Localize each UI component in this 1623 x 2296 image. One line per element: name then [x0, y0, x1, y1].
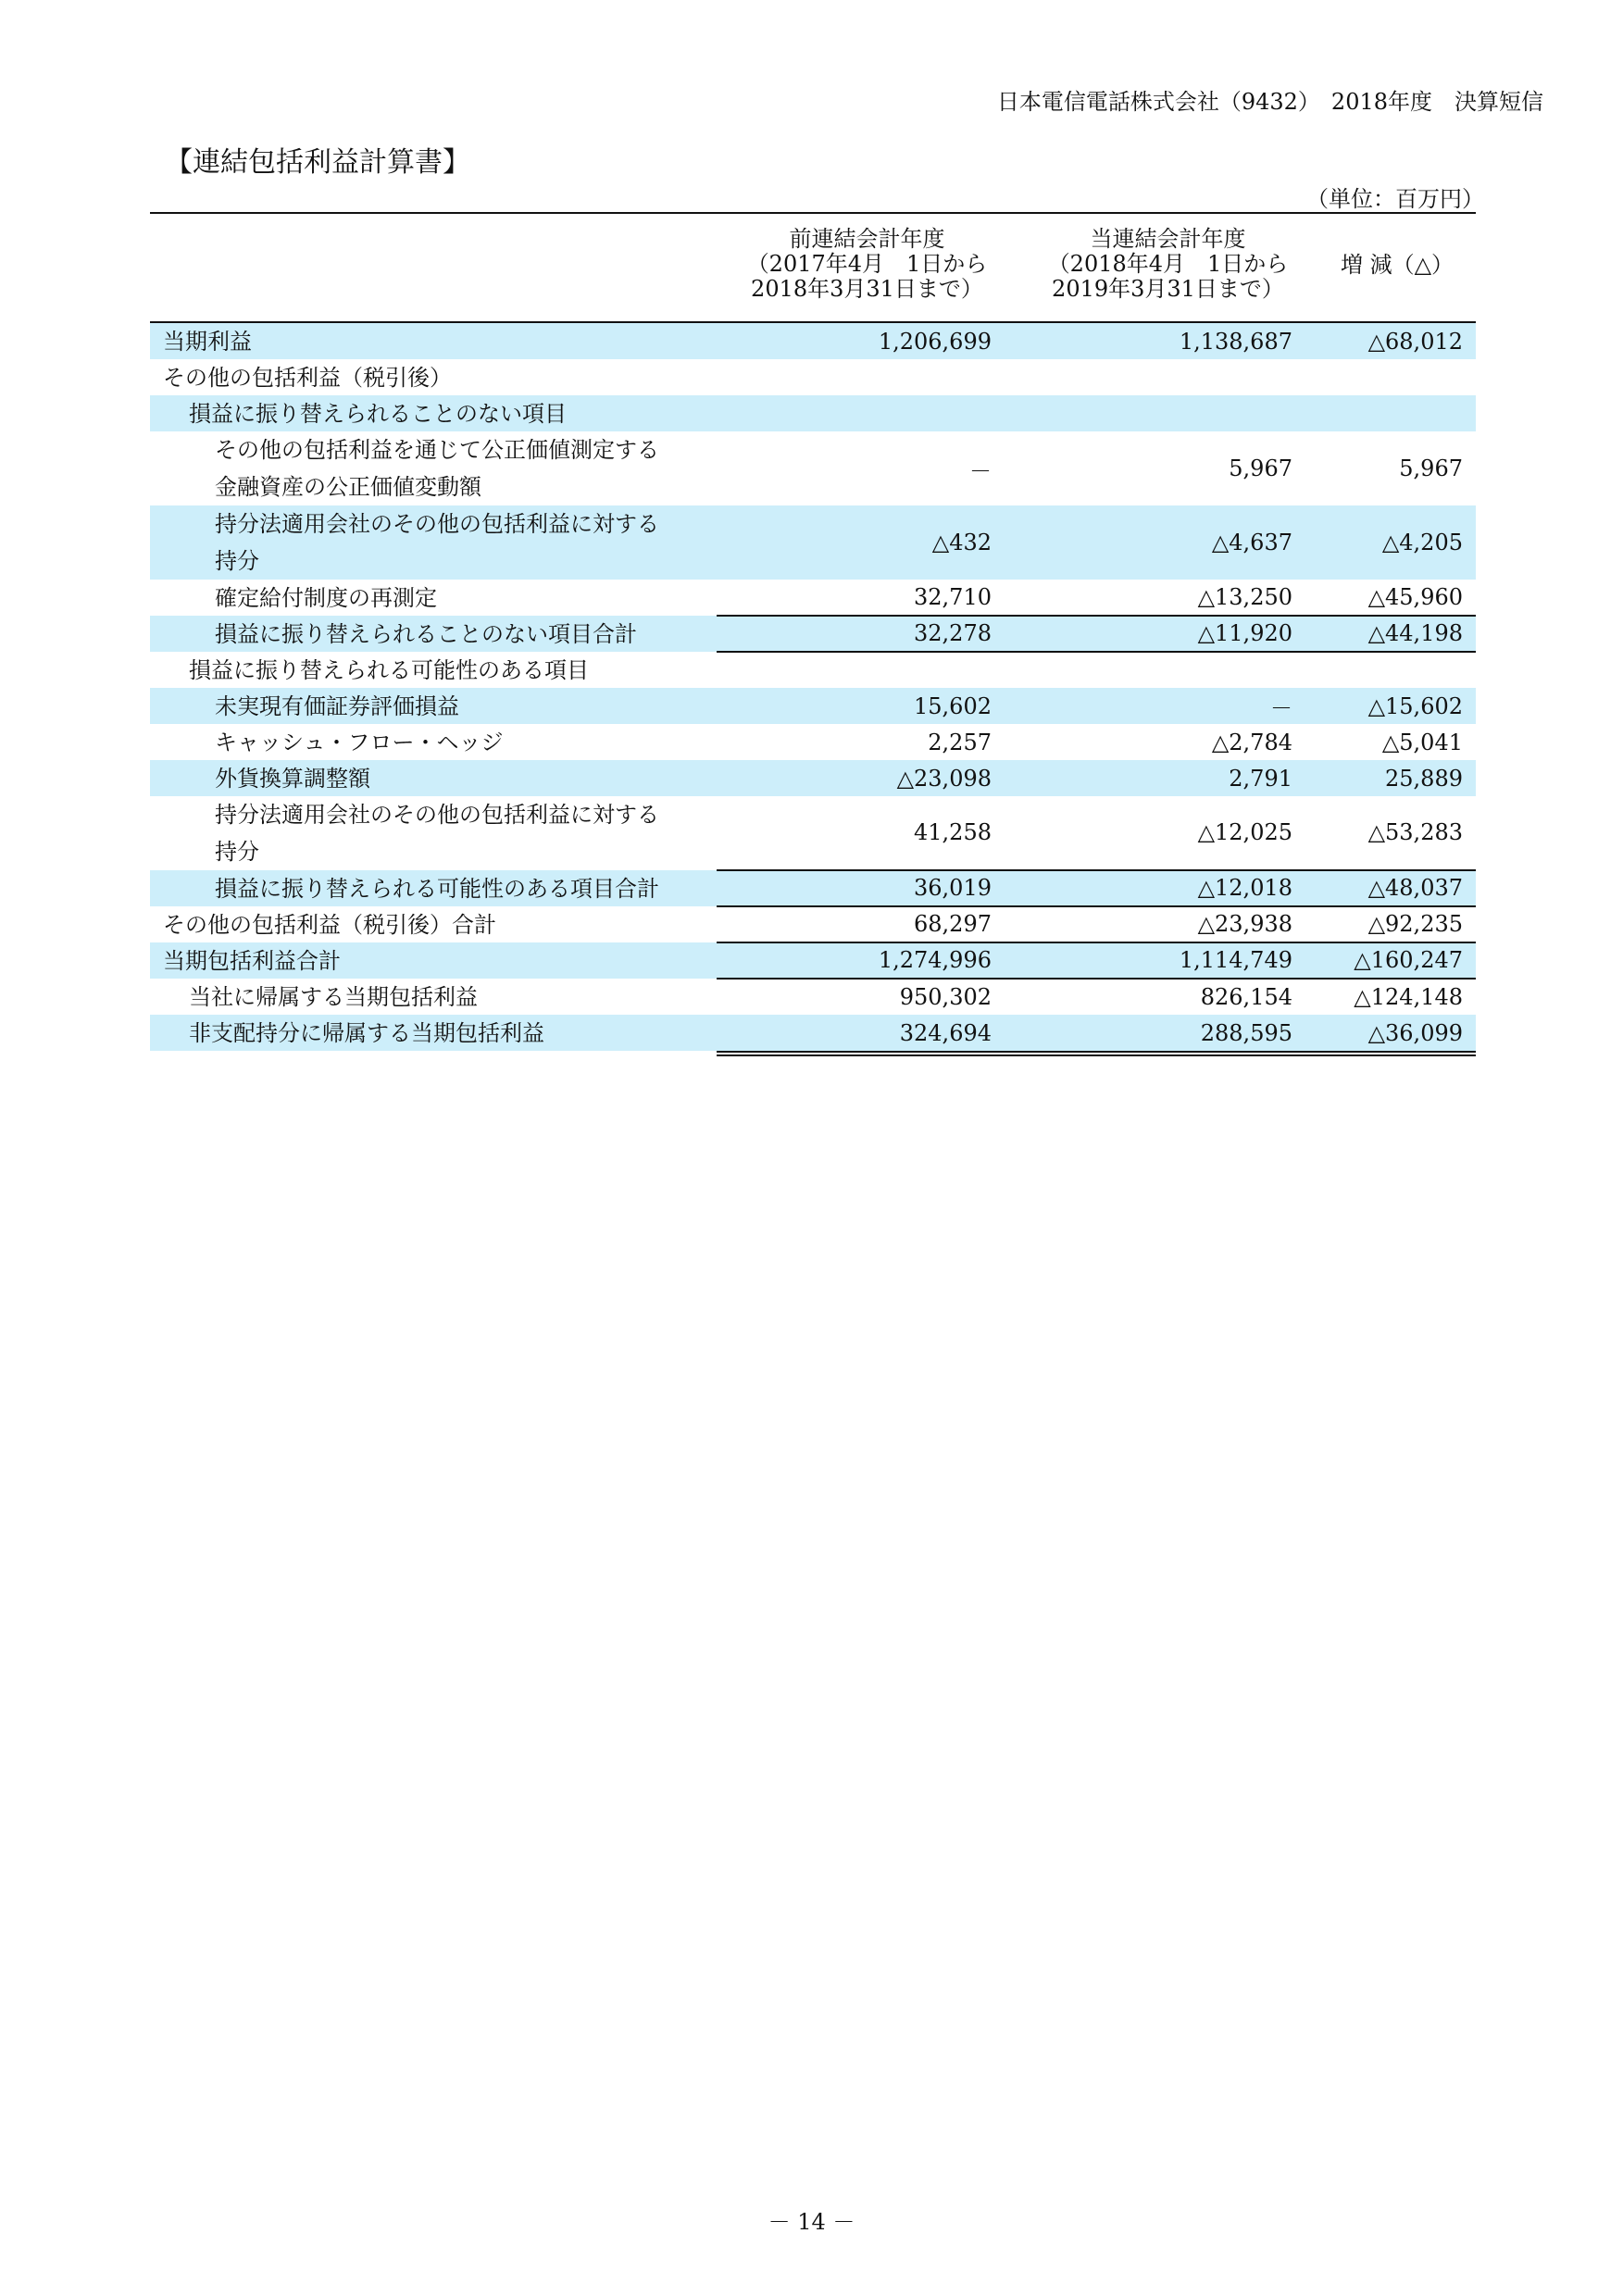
row-label: その他の包括利益（税引後） [163, 364, 452, 391]
cell-prior: － [969, 457, 992, 484]
table-row [150, 1015, 1476, 1051]
statement-title: 【連結包括利益計算書】 [165, 146, 470, 179]
table-row [150, 760, 1476, 796]
table-row [150, 979, 1476, 1015]
cell-change: △5,041 [1381, 729, 1463, 755]
cell-prior: 41,258 [914, 819, 992, 845]
table-row [150, 395, 1476, 431]
cell-current: 826,154 [1200, 983, 1292, 1010]
cell-current: 5,967 [1229, 455, 1292, 481]
column-prior-year: 前連結会計年度 （2017年4月 1日から 2018年3月31日まで） [746, 226, 988, 302]
row-label: 損益に振り替えられる可能性のある項目 [189, 656, 589, 683]
table-row [150, 616, 1476, 652]
row-label: 当期利益 [163, 328, 252, 355]
cell-change: △4,205 [1381, 530, 1463, 555]
cell-change: △92,235 [1367, 910, 1463, 937]
row-label: 当社に帰属する当期包括利益 [189, 983, 478, 1010]
table-row [150, 906, 1476, 942]
column-current-year: 当連結会計年度 （2018年4月 1日から 2019年3月31日まで） [1047, 226, 1289, 302]
table-row [150, 505, 1476, 580]
row-label: その他の包括利益を通じて公正価値測定する 金融資産の公正価値変動額 [215, 437, 659, 500]
table-row [150, 724, 1476, 760]
cell-change: 5,967 [1399, 455, 1463, 481]
cell-prior: 2,257 [928, 729, 992, 755]
table-row [150, 359, 1476, 395]
cell-current: △11,920 [1197, 619, 1292, 646]
row-label: 損益に振り替えられることのない項目合計 [215, 620, 637, 647]
cell-current: 288,595 [1200, 1019, 1292, 1046]
table-row [150, 796, 1476, 870]
cell-change: △53,283 [1367, 819, 1463, 845]
cell-change: 25,889 [1385, 765, 1463, 792]
cell-prior: 1,274,996 [878, 946, 992, 973]
row-label: 非支配持分に帰属する当期包括利益 [189, 1019, 544, 1046]
table-row [150, 652, 1476, 688]
cell-change: △44,198 [1367, 619, 1463, 646]
row-label: 損益に振り替えられることのない項目 [189, 400, 567, 427]
table-row [150, 431, 1476, 505]
header-label-spacer [150, 214, 717, 321]
table-row [150, 323, 1476, 359]
comprehensive-income-table [150, 212, 1476, 1056]
row-label: 確定給付制度の再測定 [215, 584, 437, 611]
cell-prior: 32,278 [914, 619, 992, 646]
cell-current: － [1270, 695, 1292, 721]
document-header: 日本電信電話株式会社（9432） 2018年度 決算短信 [996, 89, 1543, 115]
cell-prior: 950,302 [899, 983, 992, 1010]
cell-current: △23,938 [1197, 910, 1292, 937]
cell-change: △68,012 [1367, 328, 1463, 355]
row-label: 損益に振り替えられる可能性のある項目合計 [215, 875, 659, 902]
table-row [150, 688, 1476, 724]
cell-prior: 36,019 [914, 874, 992, 901]
cell-prior: 324,694 [899, 1019, 992, 1046]
cell-change: △48,037 [1367, 874, 1463, 901]
cell-prior: 1,206,699 [878, 328, 992, 355]
cell-change: △160,247 [1354, 946, 1463, 973]
row-label: その他の包括利益（税引後）合計 [163, 911, 496, 938]
table-row [150, 870, 1476, 906]
row-label: 当期包括利益合計 [163, 947, 341, 974]
cell-current: 2,791 [1229, 765, 1292, 792]
table-double-rule [717, 1051, 1476, 1056]
row-label: 外貨換算調整額 [215, 765, 370, 792]
page-number: － 14 － [768, 2209, 855, 2235]
table-column-header [150, 214, 1476, 323]
cell-change: △124,148 [1354, 983, 1463, 1010]
row-label: 未実現有価証券評価損益 [215, 693, 459, 719]
cell-change: △15,602 [1367, 693, 1463, 719]
row-label: 持分法適用会社のその他の包括利益に対する 持分 [215, 802, 659, 865]
table-row [150, 942, 1476, 979]
cell-current: △13,250 [1197, 583, 1292, 610]
unit-label: （単位：百万円） [1306, 186, 1484, 212]
cell-prior: 32,710 [914, 583, 992, 610]
row-label: 持分法適用会社のその他の包括利益に対する 持分 [215, 511, 659, 574]
cell-current: 1,114,749 [1179, 946, 1292, 973]
cell-current: △2,784 [1211, 729, 1292, 755]
cell-current: △4,637 [1211, 530, 1292, 555]
cell-prior: 68,297 [914, 910, 992, 937]
cell-change: △45,960 [1367, 583, 1463, 610]
cell-current: △12,025 [1197, 819, 1292, 845]
cell-change: △36,099 [1367, 1019, 1463, 1046]
cell-current: 1,138,687 [1179, 328, 1292, 355]
cell-prior: △23,098 [896, 765, 992, 792]
table-row [150, 580, 1476, 616]
cell-prior: 15,602 [914, 693, 992, 719]
column-change: 増 減（△） [1340, 252, 1454, 278]
row-label: キャッシュ・フロー・ヘッジ [215, 729, 504, 755]
cell-current: △12,018 [1197, 874, 1292, 901]
cell-prior: △432 [931, 530, 992, 555]
